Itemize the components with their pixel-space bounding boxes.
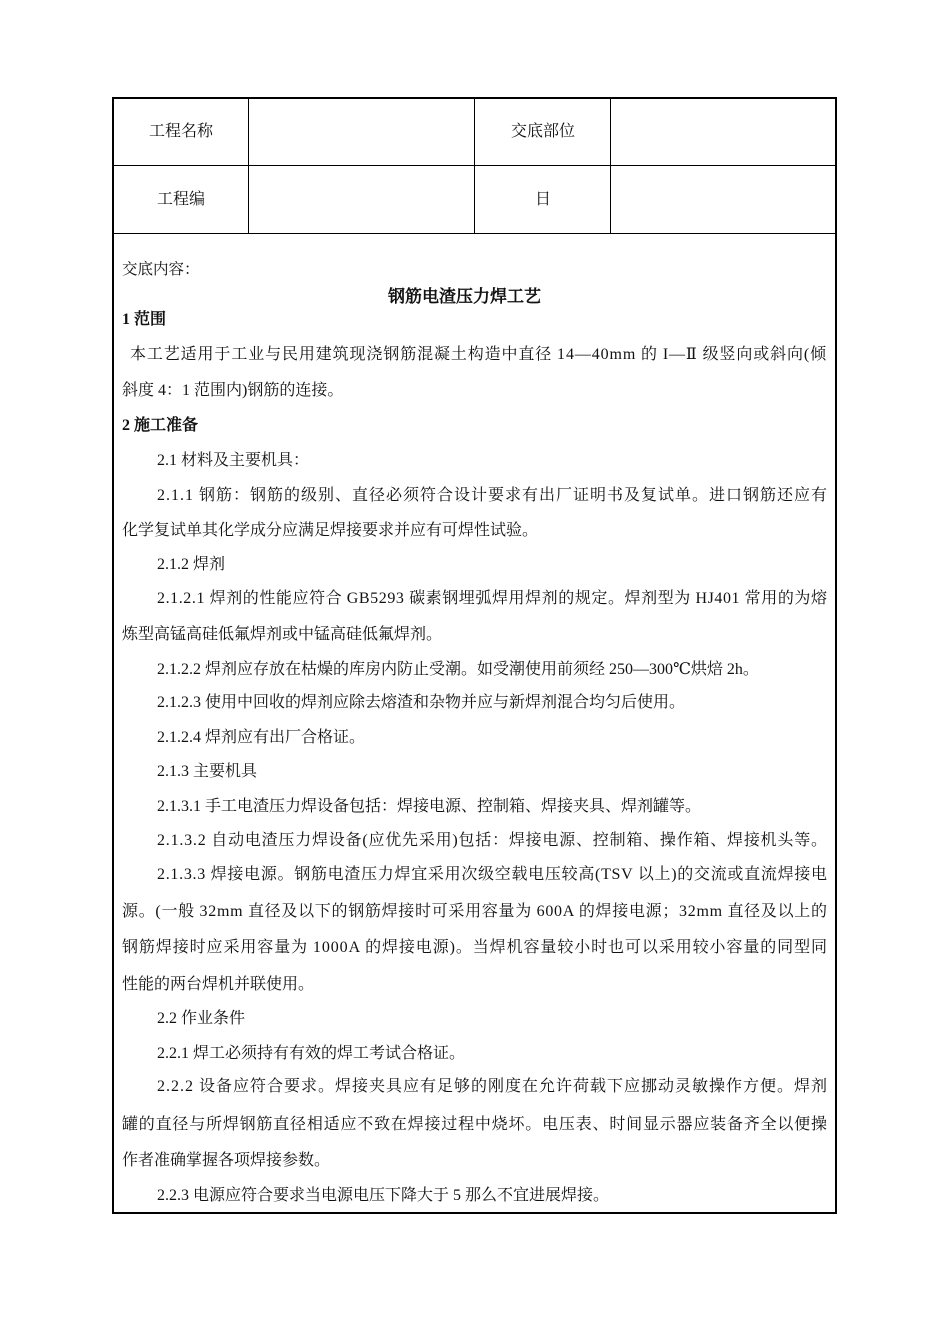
date-value[interactable] bbox=[612, 167, 834, 232]
section-2-heading: 2 施工准备 bbox=[122, 417, 199, 434]
paragraph-line: 斜度 4：1 范围内)钢筋的连接。 bbox=[122, 382, 344, 399]
paragraph-line: 2.1.3.1 手工电渣压力焊设备包括：焊接电源、控制箱、焊接夹具、焊剂罐等。 bbox=[157, 798, 702, 815]
header-col-divider-2 bbox=[474, 98, 475, 234]
paragraph-line: 作者准确掌握各项焊接参数。 bbox=[122, 1152, 331, 1169]
paragraph-line: 性能的两台焊机并联使用。 bbox=[122, 976, 315, 993]
section-1-heading: 1 范围 bbox=[122, 311, 167, 328]
intro-label: 交底内容： bbox=[122, 261, 200, 278]
paragraph-line: 2.1.3.2 自动电渣压力焊设备(应优先采用)包括：焊接电源、控制箱、操作箱、焊接机头等。 bbox=[157, 832, 828, 849]
paragraph-line: 2.1.2.3 使用中回收的焊剂应除去熔渣和杂物并应与新焊剂混合均匀后使用。 bbox=[157, 694, 686, 711]
project-no-label: 工程编 bbox=[156, 191, 205, 208]
paragraph-line: 罐的直径与所焊钢筋直径相适应不致在焊接过程中烧坏。电压表、时间显示器应装备齐全以便操 bbox=[122, 1116, 828, 1133]
project-name-label: 工程名称 bbox=[148, 123, 213, 140]
paragraph-line: 本工艺适用于工业与民用建筑现浇钢筋混凝土构造中直径 14—40mm 的 I—Ⅱ 级竖向或斜向(倾 bbox=[130, 346, 827, 363]
paragraph-line: 2.1 材料及主要机具： bbox=[157, 452, 310, 469]
document-title: 钢筋电渣压力焊工艺 bbox=[388, 287, 541, 306]
handover-part-value[interactable] bbox=[612, 100, 834, 164]
paragraph-line: 2.2 作业条件 bbox=[157, 1010, 246, 1027]
paragraph-line: 2.1.3.3 焊接电源。钢筋电渣压力焊宜采用次级空载电压较高(TSV 以上)的交流或直流焊接电 bbox=[157, 866, 828, 883]
paragraph-line: 2.2.2 设备应符合要求。焊接夹具应有足够的刚度在允许荷载下应挪动灵敏操作方便。焊剂 bbox=[157, 1078, 828, 1095]
paragraph-line: 2.1.2.1 焊剂的性能应符合 GB5293 碳素钢埋弧焊用焊剂的规定。焊剂型为 HJ401 常用的为熔 bbox=[157, 590, 828, 607]
paragraph-line: 炼型高锰高硅低氟焊剂或中锰高硅低氟焊剂。 bbox=[122, 626, 443, 643]
paragraph-line: 2.1.2.4 焊剂应有出厂合格证。 bbox=[157, 729, 366, 746]
project-no-value[interactable] bbox=[250, 167, 473, 232]
paragraph-line: 2.2.3 电源应符合要求当电源电压下降大于 5 那么不宜进展焊接。 bbox=[157, 1187, 610, 1204]
project-name-value[interactable] bbox=[250, 100, 473, 164]
date-label: 日 bbox=[534, 191, 551, 208]
paragraph-line: 2.1.2.2 焊剂应存放在枯燥的库房内防止受潮。如受潮使用前须经 250—300℃烘焙 2h。 bbox=[157, 661, 759, 678]
paragraph-line: 化学复试单其化学成分应满足焊接要求并应有可焊性试验。 bbox=[122, 522, 539, 539]
header-col-divider-3 bbox=[610, 98, 611, 234]
handover-part-label: 交底部位 bbox=[510, 123, 575, 140]
paragraph-line: 2.1.3 主要机具 bbox=[157, 763, 258, 780]
paragraph-line: 源。(一般 32mm 直径及以下的钢筋焊接时可采用容量为 600A 的焊接电源；32mm 直径及以上的 bbox=[122, 903, 828, 920]
paragraph-line: 2.1.1 钢筋：钢筋的级别、直径必须符合设计要求有出厂证明书及复试单。进口钢筋还应有 bbox=[157, 487, 828, 504]
paragraph-line: 2.1.2 焊剂 bbox=[157, 556, 226, 573]
paragraph-line: 钢筋焊接时应采用容量为 1000A 的焊接电源)。当焊机容量较小时也可以采用较小容量的同型同 bbox=[122, 939, 828, 956]
paragraph-line: 2.2.1 焊工必须持有有效的焊工考试合格证。 bbox=[157, 1045, 466, 1062]
header-col-divider-1 bbox=[248, 98, 249, 234]
